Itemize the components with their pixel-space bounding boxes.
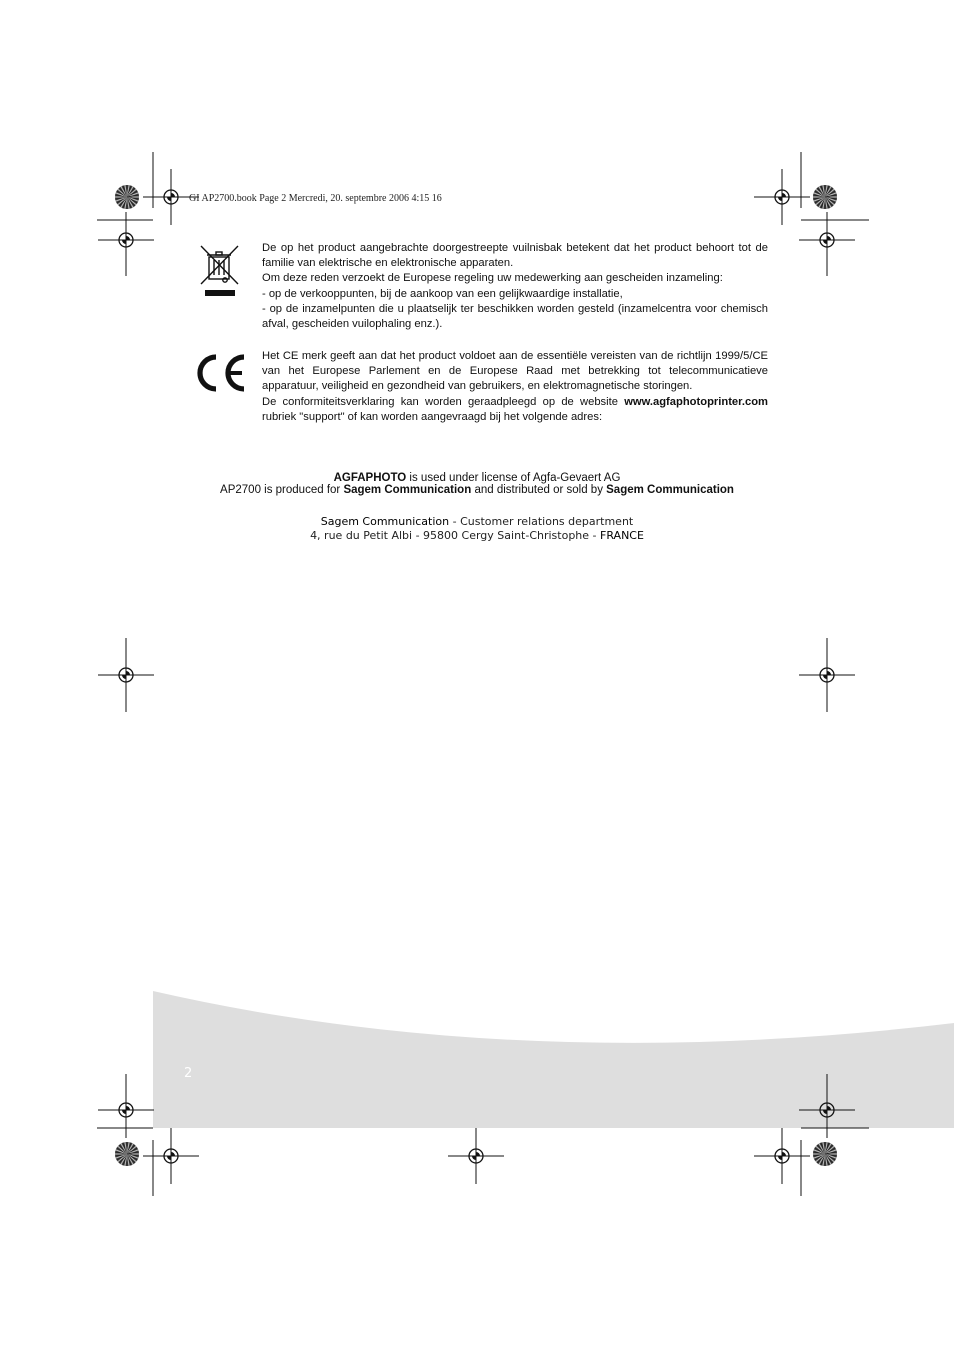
weee-notice	[262, 241, 768, 332]
address-line-1	[150, 515, 804, 529]
star-target-icon	[813, 1142, 837, 1166]
print-slug: GI AP2700.book Page 2 Mercredi, 20. septembre 2006 4:15 16	[189, 193, 442, 204]
company-name-2: Sagem Communication	[606, 484, 734, 496]
registration-target-icon	[143, 1128, 199, 1184]
registration-target-icon	[448, 1128, 504, 1184]
star-target-icon	[115, 1142, 139, 1166]
produced-middle: and distributed or sold by	[471, 484, 607, 496]
produced-prefix: AP2700 is produced for	[220, 484, 344, 496]
address-company: Sagem Communication	[320, 515, 450, 528]
brand-name: AGFAPHOTO	[333, 472, 407, 484]
address-line-2	[150, 529, 804, 543]
company-name: Sagem Communication	[343, 484, 472, 496]
star-target-icon	[813, 185, 837, 209]
registration-target-icon	[799, 647, 855, 703]
star-target-icon	[115, 185, 139, 209]
page-number: 2	[184, 1066, 193, 1081]
registration-target-icon	[754, 169, 810, 225]
registration-target-icon	[98, 647, 154, 703]
address-country: FRANCE	[600, 529, 644, 542]
address-street: 4, rue du Petit Albi - 95800 Cergy Saint-Christophe -	[310, 529, 601, 542]
weee-line-2: Om deze reden verzoekt de Europese regeling uw medewerking aan gescheiden inzameling:	[262, 272, 723, 285]
license-text: is used under license of Agfa-Gevaert AG	[406, 472, 621, 484]
crossed-out-wheelie-bin-icon	[198, 244, 242, 298]
produced-line	[150, 484, 804, 497]
registration-target-icon	[754, 1128, 810, 1184]
ce-paragraph-2-end: rubriek "support" of kan worden aangevraagd bij het volgende adres:	[262, 410, 603, 423]
ce-notice	[262, 349, 768, 425]
weee-line-3: - op de verkooppunten, bij de aankoop van een gelijkwaardige installatie,	[262, 287, 623, 300]
registration-target-icon	[799, 1082, 855, 1138]
weee-line-1: De op het product aangebrachte doorgestreepte vuilnisbak betekent dat het product behoort tot de familie van elektrische en elektronische apparaten.	[262, 242, 768, 270]
address-department: - Customer relations department	[449, 515, 634, 528]
ce-paragraph-2-start: De conformiteitsverklaring kan worden geraadpleegd op de website	[262, 395, 625, 408]
ce-mark-icon	[192, 353, 248, 393]
ce-paragraph-1: Het CE merk geeft aan dat het product voldoet aan de essentiële vereisten van de richtlijn 1999/5/CE van het Europese Parlement en de Europese Raad met betrekking tot telecommunicatieve apparatuur, veiligheid en gezondheid van gebruikers, en elektromagnetische storingen.	[262, 350, 768, 393]
weee-line-4: - op de inzamelpunten die u plaatselijk ter beschikken worden gesteld (inzamelcentra voor chemisch afval, gescheiden vuilophaling enz.).	[262, 302, 768, 331]
website-link[interactable]: www.agfaphotoprinter.com	[624, 395, 768, 408]
ce-paragraph-2	[262, 395, 768, 425]
registration-target-icon	[98, 1082, 154, 1138]
